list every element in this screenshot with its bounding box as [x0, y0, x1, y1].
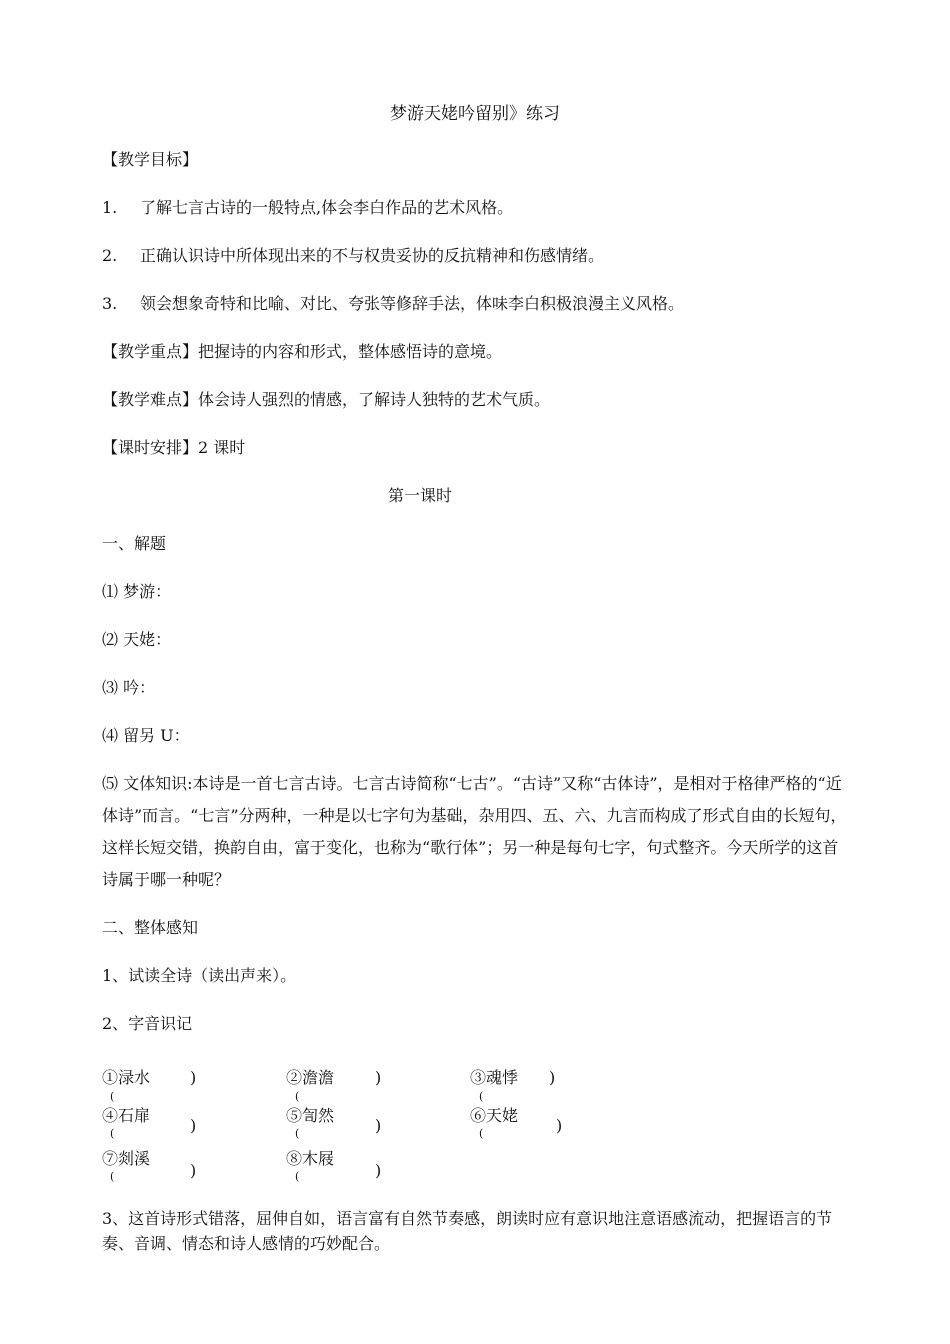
- open-paren: (: [295, 1170, 300, 1183]
- objectives-heading: 【教学目标】: [102, 150, 199, 169]
- objective-item: [102, 294, 684, 314]
- difficulty-text: 体会诗人强烈的情感，了解诗人独特的艺术气质。: [198, 390, 551, 409]
- page-title: 梦游天姥吟留别》练习: [390, 104, 560, 124]
- difficulty-label: 【教学难点】: [102, 390, 199, 409]
- key-point-text: 把握诗的内容和形式，整体感悟诗的意境。: [198, 342, 503, 361]
- word-item: ④石扉: [102, 1106, 151, 1125]
- section2-heading: 二、整体感知: [102, 918, 199, 937]
- open-paren: (: [110, 1170, 115, 1183]
- open-paren: (: [295, 1127, 300, 1140]
- objective-text: 领会想象奇特和比喻、对比、夸张等修辞手法，体味李白积极浪漫主义风格。: [140, 294, 685, 313]
- explain-item: ⑴ 梦游：: [102, 582, 172, 601]
- objective-item: [102, 246, 604, 266]
- objective-text: 了解七言古诗的一般特点,体会李白作品的艺术风格。: [140, 198, 514, 217]
- key-point-label: 【教学重点】: [102, 342, 199, 361]
- key-point: [102, 342, 502, 362]
- objective-number: 3.: [102, 294, 118, 313]
- section1-heading: 一、解题: [102, 534, 167, 553]
- word-item: ⑥天姥: [470, 1106, 519, 1125]
- read-aloud-item: 1、试读全诗（读出声来）。: [102, 966, 297, 985]
- open-paren: (: [479, 1090, 484, 1103]
- schedule-label: 【课时安排】: [102, 438, 199, 457]
- objective-number: 1.: [102, 198, 118, 217]
- close-paren: ): [375, 1068, 382, 1087]
- close-paren: ): [190, 1116, 197, 1135]
- schedule: [102, 438, 245, 458]
- close-paren: ): [549, 1068, 556, 1087]
- pronunciation-heading: 2、字音识记: [102, 1014, 193, 1033]
- word-item: ⑧木屐: [286, 1149, 335, 1168]
- schedule-text: 2 课时: [198, 438, 246, 457]
- open-paren: (: [110, 1127, 115, 1140]
- open-paren: (: [110, 1090, 115, 1103]
- close-paren: ): [375, 1161, 382, 1180]
- difficulty: [102, 390, 550, 410]
- rhythm-item: 3、这首诗形式错落，屈伸自如，语言富有自然节奏感，朗读时应有意识地注意语感流动，把握语言的节奏、音调、情态和诗人感情的巧妙配合。: [102, 1209, 833, 1253]
- word-item: ①渌水: [102, 1068, 151, 1087]
- explain-item: ⑶ 吟：: [102, 678, 156, 697]
- close-paren: ): [190, 1161, 197, 1180]
- open-paren: (: [479, 1127, 484, 1140]
- word-item: ②澹澹: [286, 1068, 335, 1087]
- lesson-title: 第一课时: [387, 486, 452, 505]
- open-paren: (: [295, 1090, 300, 1103]
- close-paren: ): [190, 1068, 197, 1087]
- objective-number: 2.: [102, 246, 118, 265]
- close-paren: ): [556, 1116, 563, 1135]
- objective-item: [102, 198, 513, 218]
- genre-knowledge: ⑸ 文体知识:本诗是一首七言古诗。七言古诗简称“七古”。“古诗”又称“古体诗”，是相对于格律严格的“近体诗”而言。“七言”分两种，一种是以七字句为基础，杂用四、五、六、九言而构成了形式自由的长短句，这样长短交错，换韵自由，富于变化，也称为“歌行体”；另一种是每句七字，句式整齐。今天所学的这首诗属于哪一种呢？: [102, 774, 847, 889]
- close-paren: ): [375, 1116, 382, 1135]
- explain-item: ⑵ 天姥：: [102, 630, 172, 649]
- objective-text: 正确认识诗中所体现出来的不与权贵妥协的反抗精神和伤感情绪。: [140, 246, 605, 265]
- word-item: ⑤訇然: [286, 1106, 335, 1125]
- word-item: ③魂悸: [470, 1068, 519, 1087]
- word-item: ⑦剡溪: [102, 1149, 151, 1168]
- explain-item: ⑷ 留另 U：: [102, 726, 190, 745]
